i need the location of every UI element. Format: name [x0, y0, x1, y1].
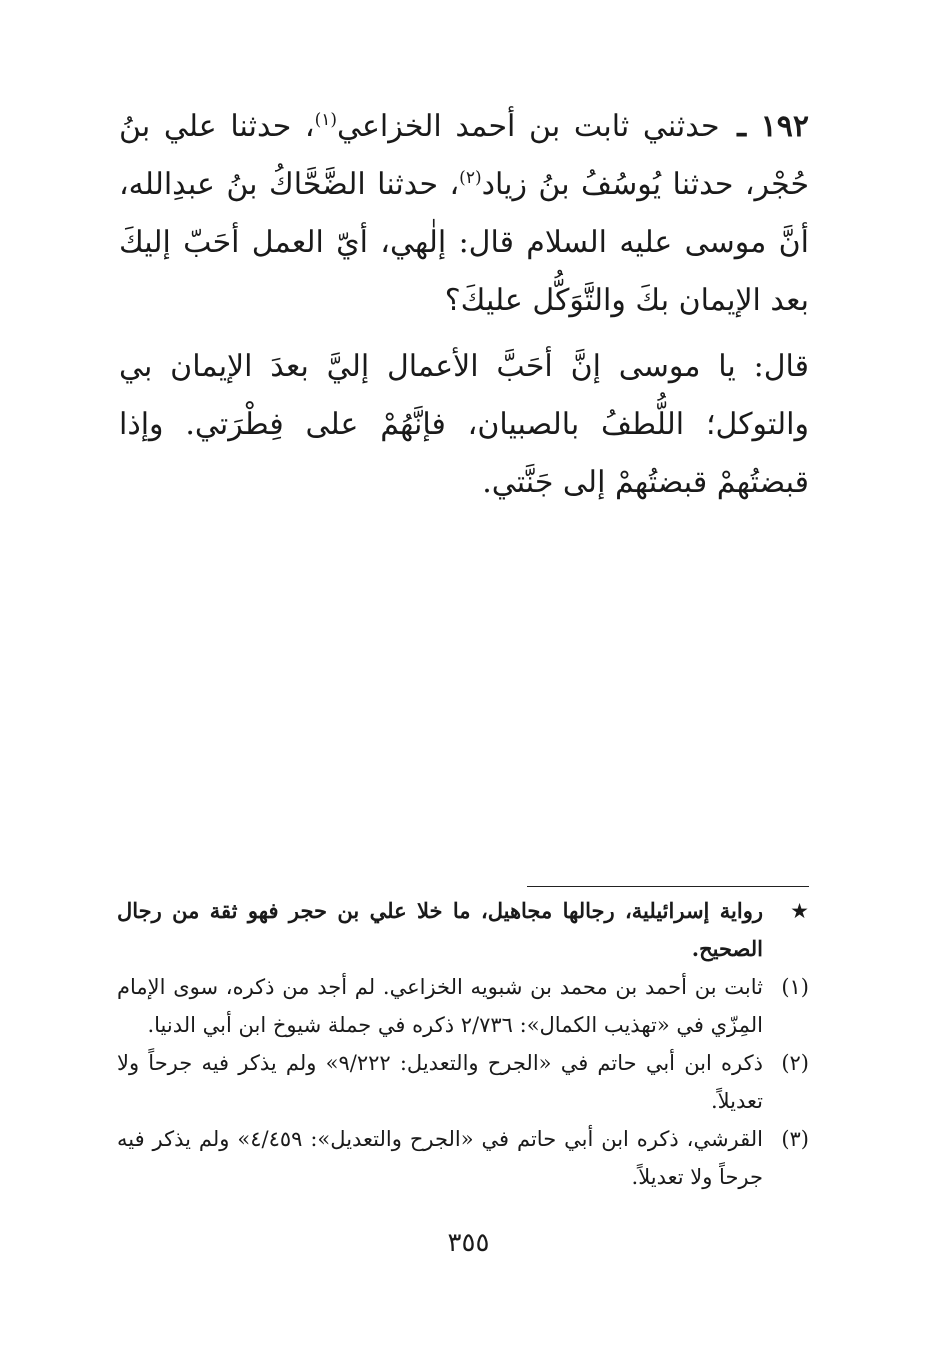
footnote-separator: [527, 886, 809, 887]
footnote-1: [117, 968, 809, 1044]
footnote-text: ثابت بن أحمد بن محمد بن شبويه الخزاعي. لم أجد من ذكره، سوى الإمام المِزّي في «تهذيب الكمال»: ٢/٧٣٦ ذكره في جملة شيوخ ابن أبي الدنيا.: [117, 975, 763, 1037]
footnote-mark: (٢): [781, 1051, 809, 1075]
footnotes: [117, 892, 809, 1196]
footnote-2: [117, 1044, 809, 1120]
footnote-text: رواية إسرائيلية، رجالها مجاهيل، ما خلا علي بن حجر فهو ثقة من رجال الصحيح.: [117, 898, 763, 961]
page-number: ٣٥٥: [447, 1228, 490, 1258]
hadith-isnad-paragraph: [119, 98, 809, 330]
footnote-star: [117, 892, 809, 968]
hadith-text: [119, 98, 809, 512]
footnote-mark: (١): [781, 975, 809, 999]
footnote-3: [117, 1120, 809, 1196]
footnote-mark: ★: [790, 899, 809, 923]
isnad-part-1: حدثني ثابت بن أحمد الخزاعي: [337, 109, 720, 144]
footnote-ref-2: (٢): [459, 168, 482, 188]
hadith-matn-paragraph: قال: يا موسى إنَّ أحَبَّ الأعمال إليَّ بعدَ الإيمان بي والتوكل؛ اللُّطفُ بالصبيان، فإنَّهُمْ على فِطْرَتي. وإذا قبضتُهمْ قبضتُهمْ إلى جَنَّتي.: [119, 349, 809, 500]
footnote-text: القرشي، ذكره ابن أبي حاتم في «الجرح والتعديل»: ٤/٤٥٩» ولم يذكر فيه جرحاً ولا تعديلاً.: [117, 1127, 763, 1189]
footnote-text: ذكره ابن أبي حاتم في «الجرح والتعديل: ٩/٢٢٢» ولم يذكر فيه جرحاً ولا تعديلاً.: [117, 1051, 763, 1113]
footnote-ref-1: (١): [314, 110, 338, 130]
isnad-part-3: ، حدثنا الضَّحَّاكُ بنُ عبدِالله، أنَّ موسى عليه السلام قال: إلٰهي، أيّ العمل أحَبّ إليكَ بعد الإيمان بكَ والتَّوَكُّل عليكَ؟: [119, 167, 809, 318]
isnad-part-2: ، حدثنا علي بنُ حُجْر، حدثنا يُوسُفُ بنُ زياد: [119, 109, 809, 202]
footnote-mark: (٣): [781, 1127, 809, 1151]
hadith-number: ١٩٢ ـ: [737, 109, 809, 144]
